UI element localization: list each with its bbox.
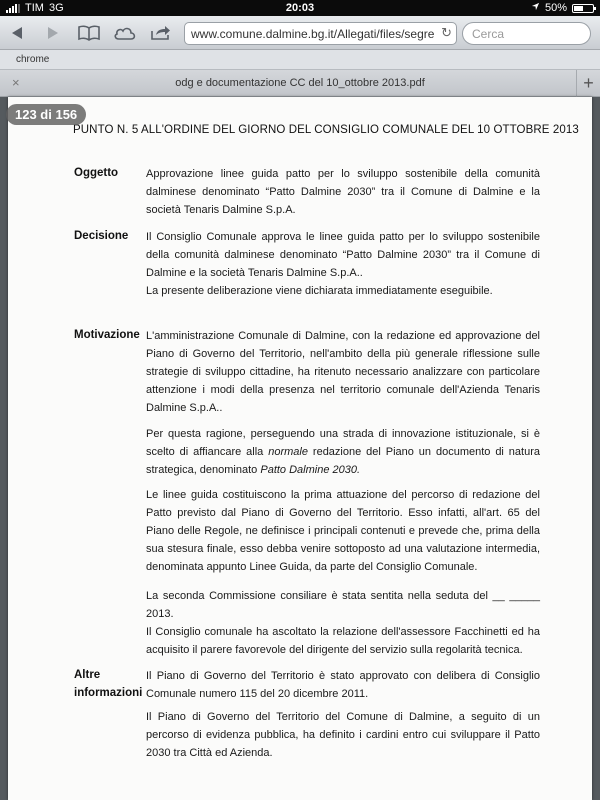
bookmarks-bar [0, 50, 600, 70]
bookmark-item[interactable]: chrome [16, 54, 50, 65]
document-heading: PUNTO N. 5 ALL'ORDINE DEL GIORNO DEL CONSIGLIO COMUNALE DEL 10 OTTOBRE 2013 [73, 124, 579, 136]
clock: 20:03 [285, 2, 315, 14]
decisione-text: Il Consiglio Comunale approva le linee guida patto per lo sviluppo sostenibile della comunità dalminese denominato “Patto Dalmine 2030” tra il Comune di Dalmine e la società Tenaris Dalmine S.p.A.. [146, 231, 540, 279]
url-text: www.comune.dalmine.bg.it/Allegati/files/segre [191, 27, 435, 41]
share-icon[interactable] [148, 23, 174, 43]
tab-bar [0, 70, 600, 97]
reload-icon[interactable]: ↻ [441, 25, 452, 40]
oggetto-label: Oggetto [74, 167, 119, 179]
search-placeholder: Cerca [472, 27, 505, 41]
back-button[interactable] [4, 23, 30, 43]
motivazione-paragraph-1: L'amministrazione Comunale di Dalmine, con la redazione ed approvazione del Piano di Governo del Territorio, nell'ambito della più generale riflessione sulle strategie di sviluppo cittadine, ha ritenuto necessario analizzare con particolare attenzione i modi della presenza nel territorio comunale dell'Azienda Tenaris Dalmine S.p.A.. [146, 330, 540, 414]
motivazione-paragraph-4: La seconda Commissione consiliare è stata sentita nella seduta del __ _____ 2013. [146, 590, 540, 620]
location-arrow-icon [531, 2, 540, 14]
address-bar[interactable] [184, 22, 457, 45]
altre-paragraph-1: Il Piano di Governo del Territorio è stato approvato con delibera di Consiglio Comunale numero 115 del 20 dicembre 2011. [146, 670, 540, 700]
page-counter: 123 di 156 [6, 104, 86, 125]
informazioni-label: informazioni [74, 687, 143, 699]
decisione-text-2: La presente deliberazione viene dichiarata immediatamente eseguibile. [146, 285, 493, 297]
forward-button[interactable] [40, 23, 66, 43]
motivazione-paragraph-3: Le linee guida costituiscono la prima attuazione del percorso di redazione del Patto previsto dal Piano di Governo del Territorio. Esso infatti, all'art. 65 del Piano delle Regole, ne definisce i principali contenuti e prevede che, prima della sua stesura finale, esso debba venire sottoposto ad una valutazione intermedia, denominata appunto Linee Guida, da parte del Consiglio Comunale. [146, 489, 540, 573]
motivazione-label: Motivazione [74, 329, 140, 341]
tab-title[interactable]: odg e documentazione CC del 10_ottobre 2013.pdf [175, 77, 425, 89]
oggetto-text: Approvazione linee guida patto per lo sviluppo sostenibile della comunità dalminese denominato “Patto Dalmine 2030” tra il Comune di Dalmine e la società Tenaris Dalmine S.p.A. [146, 168, 540, 216]
altre-paragraph-2: Il Piano di Governo del Territorio del Comune di Dalmine, a seguito di un percorso di evidenza pubblica, ha definito i cardini entro cui sviluppare il Patto 2030 tra Città ed Azienda. [146, 711, 540, 759]
network-label: 3G [48, 2, 64, 14]
close-tab-icon[interactable]: × [12, 75, 20, 90]
status-bar [0, 0, 600, 16]
cloud-icon[interactable] [112, 23, 138, 43]
battery-icon [572, 4, 594, 13]
carrier-label: TIM [25, 2, 44, 14]
browser-toolbar [0, 16, 600, 50]
search-input[interactable] [462, 22, 591, 45]
battery-percent: 50% [544, 2, 567, 14]
motivazione-paragraph-5: Il Consiglio comunale ha ascoltato la relazione dell'assessore Facchinetti ed ha acquisito il parere favorevole del dirigente del servizio sulla regolarità tecnica. [146, 626, 540, 656]
altre-label: Altre [74, 669, 101, 681]
new-tab-button[interactable]: + [576, 70, 600, 97]
decisione-label: Decisione [74, 230, 129, 242]
motivazione-paragraph-2: Per questa ragione, perseguendo una strada di innovazione istituzionale, si è scelto di affiancare alla normale redazione del Piano un documento di natura strategica, denominato Patto Dalmine 2030. [146, 428, 540, 476]
bookmarks-icon[interactable] [76, 23, 102, 43]
